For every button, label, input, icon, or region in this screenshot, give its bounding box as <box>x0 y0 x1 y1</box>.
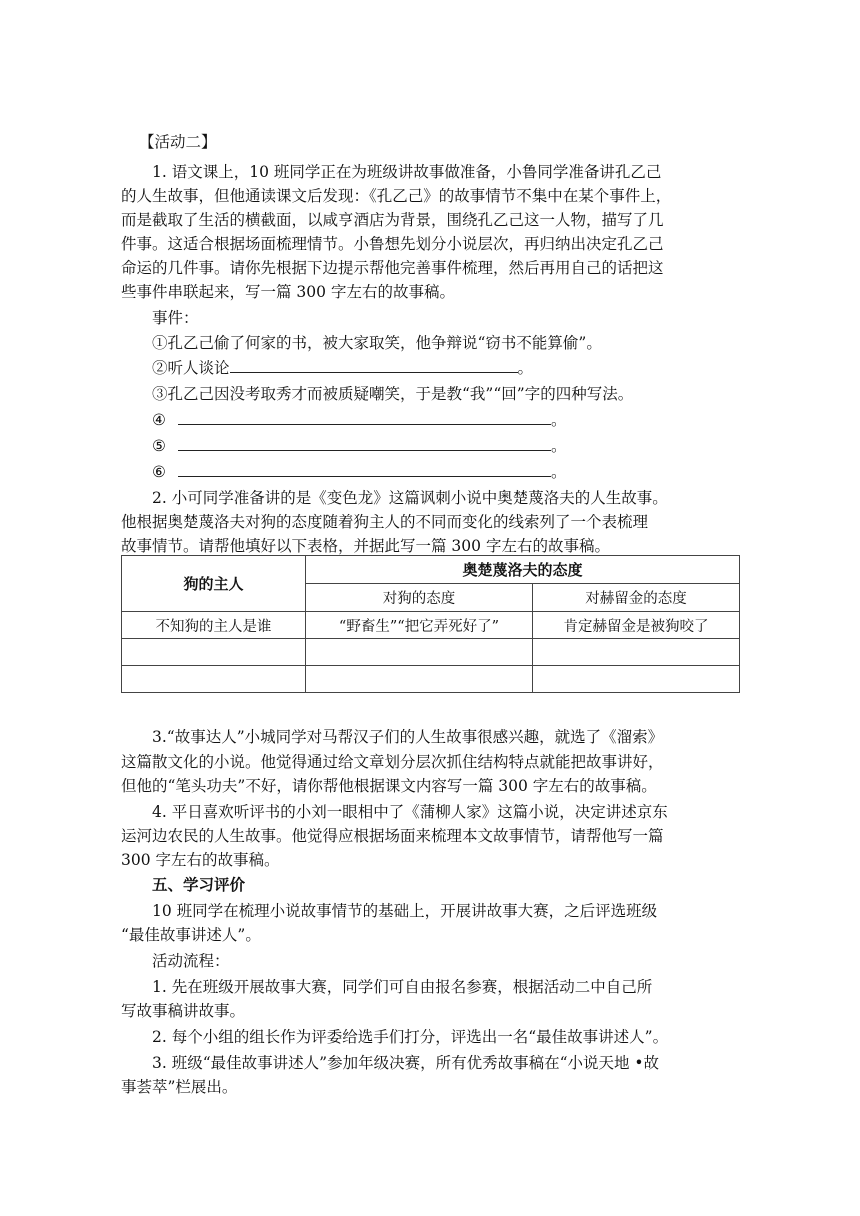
header-to-helin: 对赫留金的态度 <box>533 584 740 612</box>
task2-line: 故事情节。请帮他填好以下表格，并据此写一篇 300 字左右的故事稿。 <box>121 537 610 555</box>
task2-line: 他根据奥楚蔑洛夫对狗的态度随着狗主人的不同而变化的线索列了一个表梳理 <box>121 513 649 531</box>
task3-line: 这篇散文化的小说。他觉得通过给文章划分层次抓住结构特点就能把故事讲好， <box>121 753 664 771</box>
task1-line: 而是截取了生活的横截面，以咸亨酒店为背景，围绕孔乙己这一人物，描写了几 <box>121 211 664 229</box>
empty-cell[interactable] <box>533 666 740 693</box>
table-row <box>122 639 740 666</box>
event-3: ③孔乙己因没考取秀才而被质疑嘲笑，于是教“我”“回”字的四种写法。 <box>152 385 634 403</box>
event-6-number: ⑥ <box>152 463 166 481</box>
activity-heading: 【活动二】 <box>139 133 217 151</box>
empty-cell[interactable] <box>306 639 533 666</box>
empty-cell[interactable] <box>122 639 306 666</box>
task1-line: 1. 语文课上，10 班同学正在为班级讲故事做准备，小鲁同学准备讲孔乙己 <box>152 163 662 181</box>
task4-line: 300 字左右的故事稿。 <box>121 851 280 869</box>
step-3-line: 3. 班级“最佳故事讲述人”参加年级决赛，所有优秀故事稿在“小说天地 •故 <box>152 1054 660 1072</box>
events-label: 事件： <box>152 309 199 327</box>
intro-line: “最佳故事讲述人”。 <box>121 926 261 944</box>
event-5 <box>152 434 567 456</box>
event-5-blank[interactable] <box>178 436 551 451</box>
table-row <box>122 666 740 693</box>
flow-label: 活动流程： <box>152 952 230 970</box>
step-3-line: 事荟萃”栏展出。 <box>121 1078 238 1096</box>
period: 。 <box>551 437 567 455</box>
event-4 <box>152 408 567 430</box>
period: 。 <box>551 463 567 481</box>
task4-line: 4. 平日喜欢听评书的小刘一眼相中了《蒲柳人家》这篇小说，决定讲述京东 <box>152 803 668 821</box>
task1-line: 件事。这适合根据场面梳理情节。小鲁想先划分小说层次，再归纳出决定孔乙己 <box>121 235 664 253</box>
task3-line: 3.“故事达人”小城同学对马帮汉子们的人生故事很感兴趣，就选了《溜索》 <box>152 728 664 746</box>
table-row <box>122 612 740 639</box>
task4-line: 运河边农民的人生故事。他觉得应根据场面来梳理本文故事情节，请帮他写一篇 <box>121 827 664 845</box>
event-2 <box>152 356 533 378</box>
empty-cell[interactable] <box>122 666 306 693</box>
task1-line: 的人生故事，但他通读课文后发现：《孔乙己》的故事情节不集中在某个事件上， <box>121 187 672 205</box>
step-2: 2. 每个小组的组长作为评委给选手们打分，评选出一名“最佳故事讲述人”。 <box>152 1028 669 1046</box>
task3-line: 但他的“笔头功夫”不好，请你帮他根据课文内容写一篇 300 字左右的故事稿。 <box>121 777 657 795</box>
section-heading: 五、学习评价 <box>152 876 246 894</box>
event-4-number: ④ <box>152 411 166 429</box>
event-6-blank[interactable] <box>178 462 551 477</box>
cell-to-helin: 肯定赫留金是被狗咬了 <box>533 612 740 639</box>
event-6 <box>152 460 567 482</box>
empty-cell[interactable] <box>533 639 740 666</box>
task1-line: 命运的几件事。请你先根据下边提示帮他完善事件梳理，然后再用自己的话把这 <box>121 259 664 277</box>
step-1-line: 1. 先在班级开展故事大赛，同学们可自由报名参赛，根据活动二中自己所 <box>152 978 653 996</box>
step-1-line: 写故事稿讲故事。 <box>121 1002 246 1020</box>
header-owner: 狗的主人 <box>122 556 306 612</box>
event-5-number: ⑤ <box>152 437 166 455</box>
period: 。 <box>517 359 534 377</box>
cell-owner: 不知狗的主人是谁 <box>122 612 306 639</box>
task2-line: 2. 小可同学准备讲的是《变色龙》这篇讽刺小说中奥楚蔑洛夫的人生故事。 <box>152 489 668 507</box>
period: 。 <box>551 411 567 429</box>
header-attitude: 奥楚蔑洛夫的态度 <box>306 556 740 584</box>
empty-cell[interactable] <box>306 666 533 693</box>
event-2-blank[interactable] <box>230 358 518 373</box>
event-1: ①孔乙己偷了何家的书，被大家取笑，他争辩说“窃书不能算偷”。 <box>152 334 602 352</box>
intro-line: 10 班同学在梳理小说故事情节的基础上，开展讲故事大赛，之后评选班级 <box>152 902 658 920</box>
cell-to-dog: “野畜生”“把它弄死好了” <box>306 612 533 639</box>
event-4-blank[interactable] <box>178 410 551 425</box>
header-to-dog: 对狗的态度 <box>306 584 533 612</box>
event-2-prefix: ②听人谈论 <box>152 359 230 377</box>
story-table <box>121 555 740 693</box>
task1-line: 些事件串联起来，写一篇 300 字左右的故事稿。 <box>121 283 455 301</box>
